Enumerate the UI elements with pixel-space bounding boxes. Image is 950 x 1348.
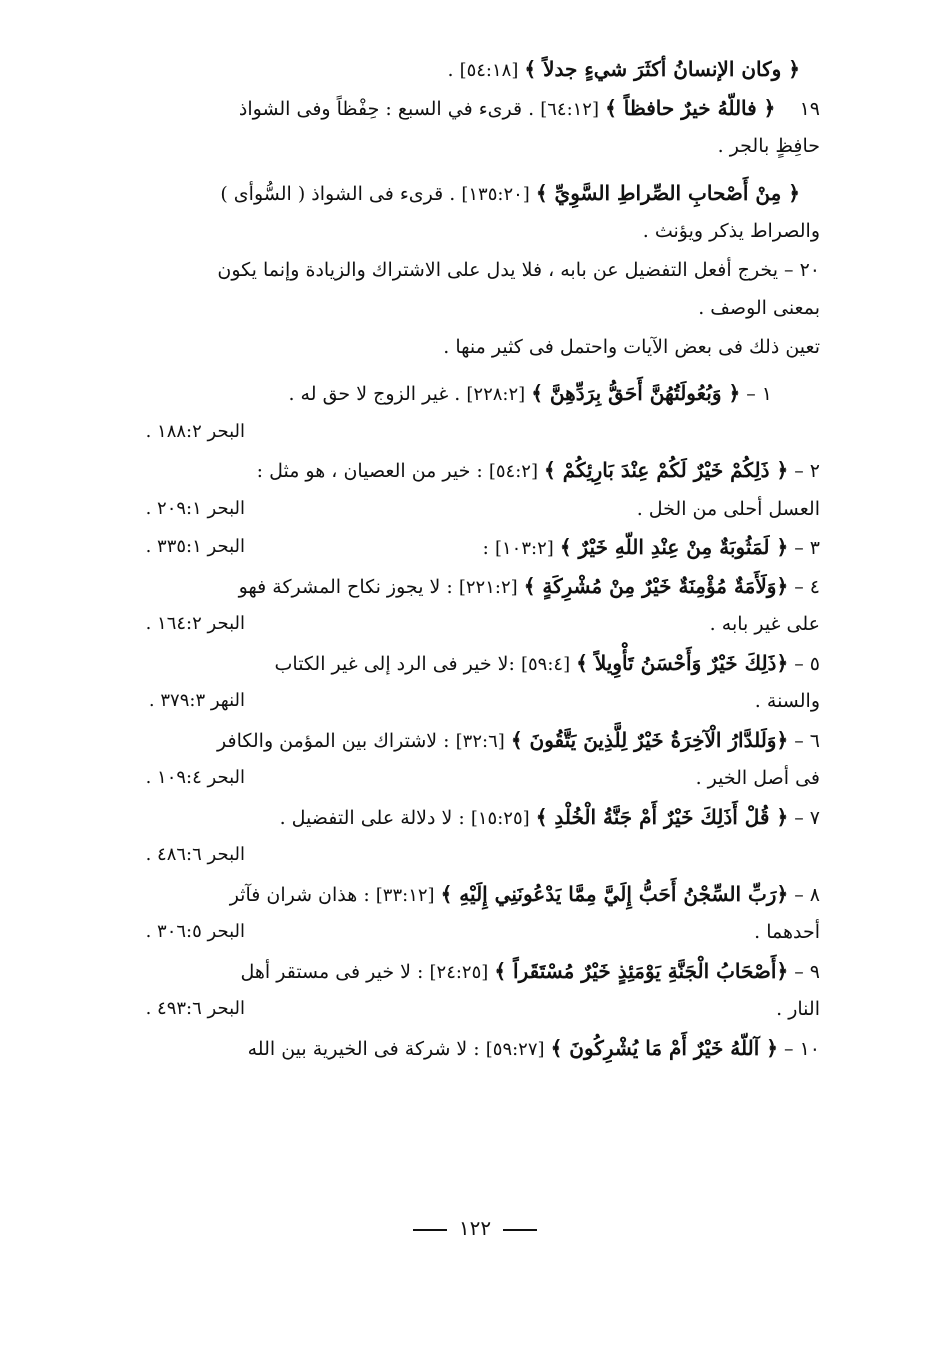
line-text: تعين ذلك فى بعض الآيات واحتمل فى كثير منها . xyxy=(443,335,820,358)
text-line xyxy=(96,89,820,128)
text-line xyxy=(96,451,820,490)
source-citation: النهر ٣٧٩:٣ . xyxy=(148,690,245,711)
quran-verse: ﴿رَبِّ السِّجْنُ أَحَبُّ إِلَيَّ مِمَّا يَدْعُونَنِي إِلَيْهِ ﴾ xyxy=(440,881,789,906)
source-citation: البحر ٢٠٩:١ . xyxy=(145,497,245,519)
text-line xyxy=(96,127,820,166)
line-text: ٢٠ – يخرج أفعل التفضيل عن بابه ، فلا يدل على الاشتراك والزيادة وإنما يكون xyxy=(217,258,820,281)
line-text: . xyxy=(447,59,460,81)
line-text: حافِظٍ بالجر . xyxy=(717,135,820,157)
text-line xyxy=(96,413,820,452)
verse-reference: [٢٢٨:٢] xyxy=(466,384,526,405)
verse-reference: [٥٤:٢] xyxy=(488,461,538,482)
item-number: ٤ – xyxy=(794,575,820,598)
text-line xyxy=(96,836,820,875)
page-number-footer xyxy=(0,1216,950,1240)
verse-reference: [٥٤:١٨] xyxy=(459,60,519,81)
text-line xyxy=(96,990,820,1029)
item-number: ١ – xyxy=(746,383,772,405)
text-line xyxy=(96,289,820,328)
source-citation: البحر ٣٠٦:٥ . xyxy=(145,921,245,942)
text-line xyxy=(96,528,820,567)
text-line xyxy=(96,952,820,991)
source-citation: البحر ١٨٨:٢ . xyxy=(145,420,245,442)
line-text: . قرىء فى الشواذ ( السُّوأى ) xyxy=(220,182,462,205)
dash-divider xyxy=(413,1229,447,1231)
line-text: : لا يجوز نكاح المشركة فهو xyxy=(238,575,459,598)
text-line xyxy=(96,490,820,529)
item-number: ٨ – xyxy=(794,883,820,906)
source-citation: البحر ١٠٩:٤ . xyxy=(145,767,245,788)
text-line xyxy=(96,644,820,683)
line-text: والصراط يذكر ويؤنث . xyxy=(642,220,820,242)
verse-reference: [٣٣:١٢] xyxy=(375,884,435,906)
line-text: : لا خير فى مستقر أهل xyxy=(240,960,430,983)
quran-verse: ﴿وَلَأَمَةٌ مُؤْمِنَةٌ خَيْرٌ مِنْ مُشْرِكَةٍ ﴾ xyxy=(523,573,789,598)
text-line xyxy=(96,1029,820,1068)
line-text: العسل أحلى من الخل . xyxy=(636,497,820,520)
line-text: . قرىء في السبع : حِفْظاً وفى الشواذ xyxy=(238,97,541,120)
source-citation: البحر ٤٨٦:٦ . xyxy=(145,844,245,865)
text-line xyxy=(96,50,820,89)
text-line xyxy=(96,682,820,721)
text-line xyxy=(96,212,820,251)
verse-reference: [٢٤:٢٥] xyxy=(429,961,489,983)
text-line xyxy=(96,567,820,606)
quran-verse: ﴿ وكان الإنسانُ أكثَرَ شيءٍ جدلاً ﴾ xyxy=(524,57,800,81)
line-text: : خير من العصيان ، هو مثل : xyxy=(256,460,489,482)
verse-reference: [٢٢١:٢] xyxy=(458,576,518,598)
line-text: : لا شركة فى الخيرية بين الله xyxy=(247,1037,486,1060)
line-text: . غير الزوج لا حق له . xyxy=(288,383,467,405)
text-line xyxy=(96,759,820,798)
text-line xyxy=(96,251,820,290)
text-line xyxy=(96,328,820,367)
quran-verse: ﴿ لَمَثُوبَةٌ مِنْ عِنْدِ اللّهِ خَيْرٌ ﴾ xyxy=(559,535,789,559)
verse-reference: [٦٤:١٢] xyxy=(540,98,600,120)
line-text: بمعنى الوصف . xyxy=(698,297,820,319)
text-line xyxy=(96,605,820,644)
text-line xyxy=(96,798,820,837)
line-text: : هذان شران فآثر xyxy=(229,883,376,906)
item-number: ١٠ – xyxy=(784,1037,820,1060)
source-citation: البحر ٣٣٥:١ . xyxy=(145,536,245,557)
line-text: : لا دلالة على التفضيل . xyxy=(279,806,471,829)
text-line xyxy=(96,174,820,213)
line-text: أحدهما . xyxy=(754,921,820,943)
text-line xyxy=(96,875,820,914)
line-text: النار . xyxy=(776,998,820,1020)
dash-divider xyxy=(503,1229,537,1231)
item-number: ٧ – xyxy=(794,806,820,829)
quran-verse: ﴿ وَبُعُولَتُهُنَّ أَحَقُّ بِرَدِّهِنَّ ﴾ xyxy=(531,381,741,405)
quran-verse: ﴿ ذَلِكُمْ خَيْرٌ لَكُمْ عِنْدَ بَارِئِكُمْ ﴾ xyxy=(544,458,789,482)
quran-verse: ﴿ فاللّهُ خيرٌ حافظاً ﴾ xyxy=(605,95,776,120)
line-text: والسنة . xyxy=(754,690,820,712)
verse-reference: [٣٢:٦] xyxy=(455,730,505,752)
verse-reference: [٥٩:٤] xyxy=(520,653,571,675)
text-line xyxy=(96,374,820,413)
line-text: : xyxy=(482,537,495,559)
quran-verse: ﴿ مِنْ أَصْحابِ الصِّراطِ السَّوِيِّ ﴾ xyxy=(535,180,800,205)
quran-verse: ﴿أَصْحَابُ الْجَنَّةِ يَوْمَئِذٍ خَيْرٌ مُسْتَقَراً ﴾ xyxy=(494,958,789,983)
verse-reference: [١٣٥:٢٠] xyxy=(461,183,530,205)
item-number: ٩ – xyxy=(794,960,820,983)
quran-verse: ﴿ قُلْ أَذَلِكَ خَيْرٌ أَمْ جَنَّةُ الْخُلْدِ ﴾ xyxy=(535,804,789,829)
item-number: ١٩ xyxy=(799,97,820,120)
item-number: ٣ – xyxy=(794,537,820,559)
source-citation: البحر ١٦٤:٢ . xyxy=(145,613,245,634)
quran-verse: ﴿وَلَلدَّارُ الْآخِرَةُ خَيْرٌ لِلَّذِينَ يَتَّقُونَ ﴾ xyxy=(510,727,789,752)
line-text: : لاشتراك بين المؤمن والكافر xyxy=(217,729,456,752)
verse-reference: [١٥:٢٥] xyxy=(470,807,530,829)
page-body xyxy=(96,50,820,1310)
verse-reference: [١٠٣:٢] xyxy=(494,538,554,559)
quran-verse: ﴿ذَلِكَ خَيْرٌ وَأَحْسَنُ تَأْوِيلاً ﴾ xyxy=(576,650,789,675)
page-number: ١٢٢ xyxy=(458,1216,492,1240)
quran-verse: ﴿ آللّهُ خَيْرٌ أَمْ مَا يُشْرِكُونَ ﴾ xyxy=(550,1035,778,1060)
source-citation: البحر ٤٩٣:٦ . xyxy=(145,998,245,1019)
text-line xyxy=(96,721,820,760)
line-text: :لا خير فى الرد إلى غير الكتاب xyxy=(274,652,521,675)
verse-reference: [٥٩:٢٧] xyxy=(485,1038,545,1060)
item-number: ٥ – xyxy=(794,652,820,675)
item-number: ٢ – xyxy=(794,460,820,482)
item-number: ٦ – xyxy=(794,729,820,752)
line-text: فى أصل الخير . xyxy=(695,767,820,789)
text-line xyxy=(96,913,820,952)
line-text: على غير بابه . xyxy=(709,613,820,635)
